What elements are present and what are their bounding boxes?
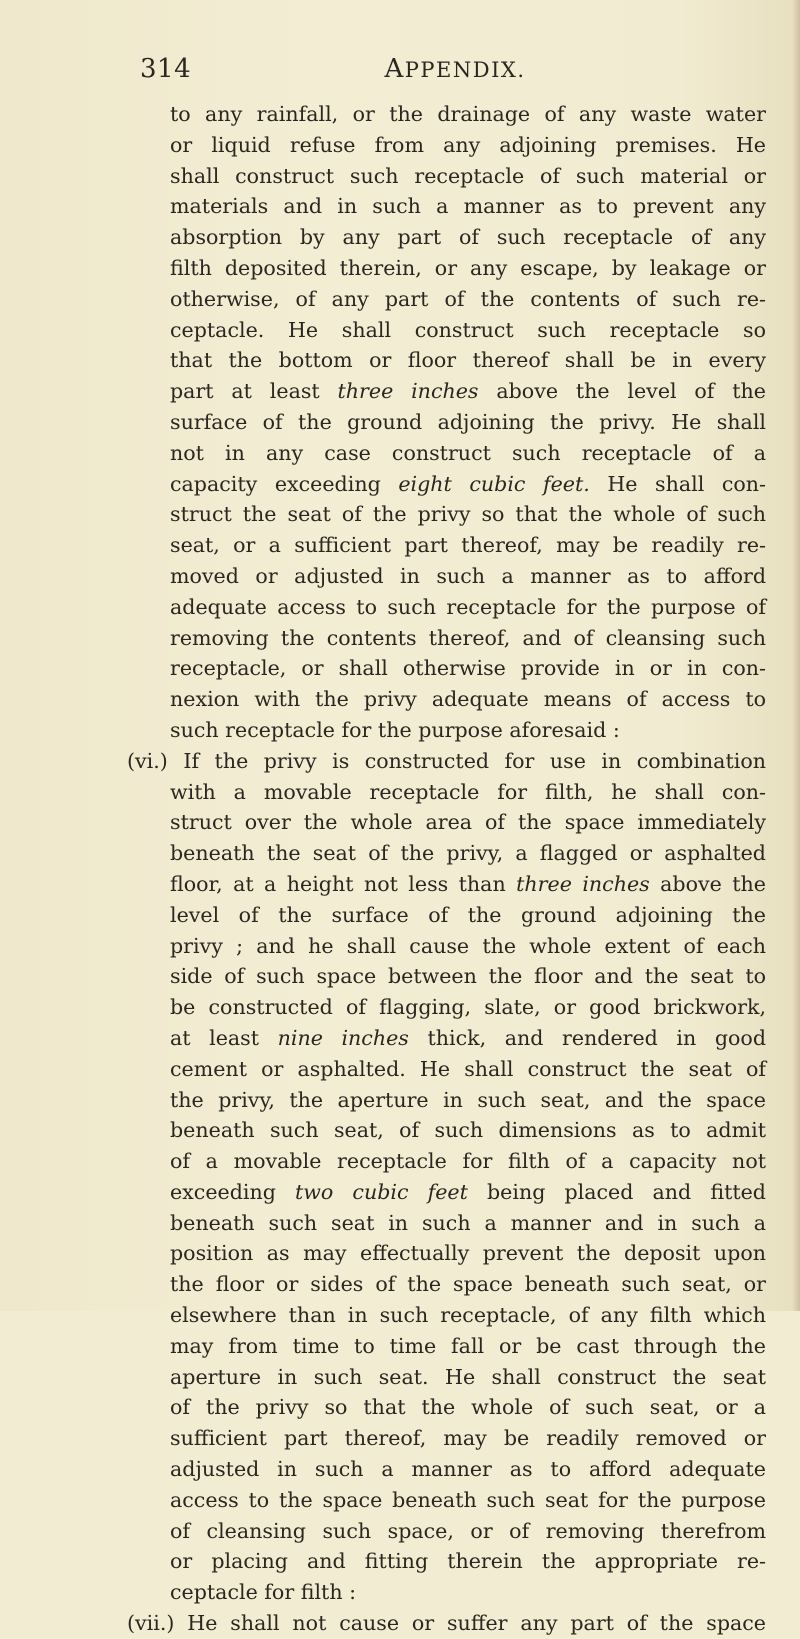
text-line bbox=[170, 1023, 766, 1054]
text-line: surface of the ground adjoining the privy. He shall bbox=[170, 409, 766, 434]
text-line: nexion with the privy adequate means of access to bbox=[170, 687, 766, 712]
page-header bbox=[140, 54, 770, 88]
text-line: removing the contents thereof, and of cleansing such bbox=[170, 625, 766, 650]
line-text: capacity exceeding bbox=[170, 471, 399, 496]
text-line: cement or asphalted. He shall construct the seat of bbox=[170, 1056, 766, 1081]
text-line: elsewhere than in such receptacle, of any filth which bbox=[170, 1303, 766, 1328]
text-line bbox=[170, 715, 766, 746]
text-line: beneath such seat, of such dimensions as to admit bbox=[170, 1118, 766, 1143]
text-line: filth deposited therein, or any escape, by leakage or bbox=[170, 255, 766, 280]
text-line: sufficient part thereof, may be readily removed or bbox=[170, 1426, 766, 1451]
text-line: absorption by any part of such receptacle of any bbox=[170, 225, 766, 250]
line-text: thick, and rendered in good bbox=[408, 1025, 767, 1050]
text-line: not in any case construct such receptacle of a bbox=[170, 440, 766, 465]
text-line bbox=[127, 746, 766, 777]
text-line: struct over the whole area of the space immediately bbox=[170, 810, 766, 835]
text-line bbox=[170, 1577, 766, 1608]
running-head-initial: A bbox=[384, 54, 405, 84]
line-text: ceptacle for filth : bbox=[170, 1580, 357, 1605]
text-line: the privy, the aperture in such seat, and the space bbox=[170, 1087, 766, 1112]
body-text bbox=[127, 99, 767, 1639]
text-line: beneath such seat in such a manner and in such a bbox=[170, 1210, 766, 1235]
text-line bbox=[170, 376, 766, 407]
line-text: exceeding bbox=[170, 1179, 296, 1204]
line-text: being placed and fitted bbox=[467, 1179, 766, 1204]
line-text: If the privy is constructed for use in combination bbox=[183, 748, 766, 773]
text-line: moved or adjusted in such a manner as to afford bbox=[170, 563, 766, 588]
clause-number: (vii.) bbox=[127, 1611, 188, 1636]
text-line: of cleansing such space, or of removing therefrom bbox=[170, 1518, 766, 1543]
text-line: side of such space between the floor and the seat to bbox=[170, 964, 766, 989]
text-line: or placing and fitting therein the appropriate re- bbox=[170, 1549, 766, 1574]
italic-measure: three inches bbox=[516, 871, 650, 896]
page-edge-shadow bbox=[792, 0, 800, 1311]
line-text: He shall not cause or suffer any part of the space bbox=[187, 1611, 766, 1636]
italic-measure: nine inches bbox=[277, 1025, 409, 1050]
text-line: level of the surface of the ground adjoining the bbox=[170, 902, 766, 927]
text-line bbox=[170, 869, 766, 900]
line-text: He shall con- bbox=[589, 471, 766, 496]
text-line: struct the seat of the privy so that the whole of such bbox=[170, 502, 766, 527]
text-line: with a movable receptacle for filth, he shall con- bbox=[170, 779, 766, 804]
italic-measure: two cubic feet bbox=[295, 1179, 468, 1204]
line-text: such receptacle for the purpose aforesaid : bbox=[170, 717, 620, 742]
text-line: adequate access to such receptacle for the purpose of bbox=[170, 594, 766, 619]
text-line bbox=[170, 469, 766, 500]
text-line: materials and in such a manner as to prevent any bbox=[170, 194, 766, 219]
text-line: ceptacle. He shall construct such receptacle so bbox=[170, 317, 766, 342]
text-line: position as may effectually prevent the deposit upon bbox=[170, 1241, 766, 1266]
text-line: access to the space beneath such seat for the purpose bbox=[170, 1487, 766, 1512]
line-text: above the level of the bbox=[478, 379, 766, 404]
text-line: that the bottom or floor thereof shall be in every bbox=[170, 348, 766, 373]
page-number: 314 bbox=[140, 54, 192, 84]
line-text: part at least bbox=[170, 379, 338, 404]
italic-measure: eight cubic feet. bbox=[398, 471, 590, 496]
text-line bbox=[127, 1608, 766, 1639]
text-line: the floor or sides of the space beneath such seat, or bbox=[170, 1272, 766, 1297]
text-line: receptacle, or shall otherwise provide in or in con- bbox=[170, 656, 766, 681]
text-line: be constructed of flagging, slate, or good brickwork, bbox=[170, 995, 766, 1020]
line-text: at least bbox=[170, 1025, 278, 1050]
clause-number: (vi.) bbox=[127, 748, 184, 773]
text-line: may from time to time fall or be cast through the bbox=[170, 1333, 766, 1358]
text-line: aperture in such seat. He shall construct the seat bbox=[170, 1364, 766, 1389]
line-text: floor, at a height not less than bbox=[170, 871, 517, 896]
text-line: seat, or a sufficient part thereof, may be readily re- bbox=[170, 533, 766, 558]
running-head-rest: PPENDIX. bbox=[404, 58, 526, 82]
italic-measure: three inches bbox=[337, 379, 479, 404]
text-line: privy ; and he shall cause the whole extent of each bbox=[170, 933, 766, 958]
text-line: shall construct such receptacle of such material or bbox=[170, 163, 766, 188]
text-line: adjusted in such a manner as to afford adequate bbox=[170, 1457, 766, 1482]
text-line: of the privy so that the whole of such seat, or a bbox=[170, 1395, 766, 1420]
text-line bbox=[170, 1177, 766, 1208]
text-line: of a movable receptacle for filth of a capacity not bbox=[170, 1149, 766, 1174]
text-line: beneath the seat of the privy, a flagged or asphalted bbox=[170, 841, 766, 866]
line-text: above the bbox=[649, 871, 766, 896]
text-line: or liquid refuse from any adjoining premises. He bbox=[170, 132, 766, 157]
text-line: otherwise, of any part of the contents of such re- bbox=[170, 286, 766, 311]
running-head bbox=[140, 54, 770, 84]
text-line: to any rainfall, or the drainage of any waste water bbox=[170, 102, 766, 126]
